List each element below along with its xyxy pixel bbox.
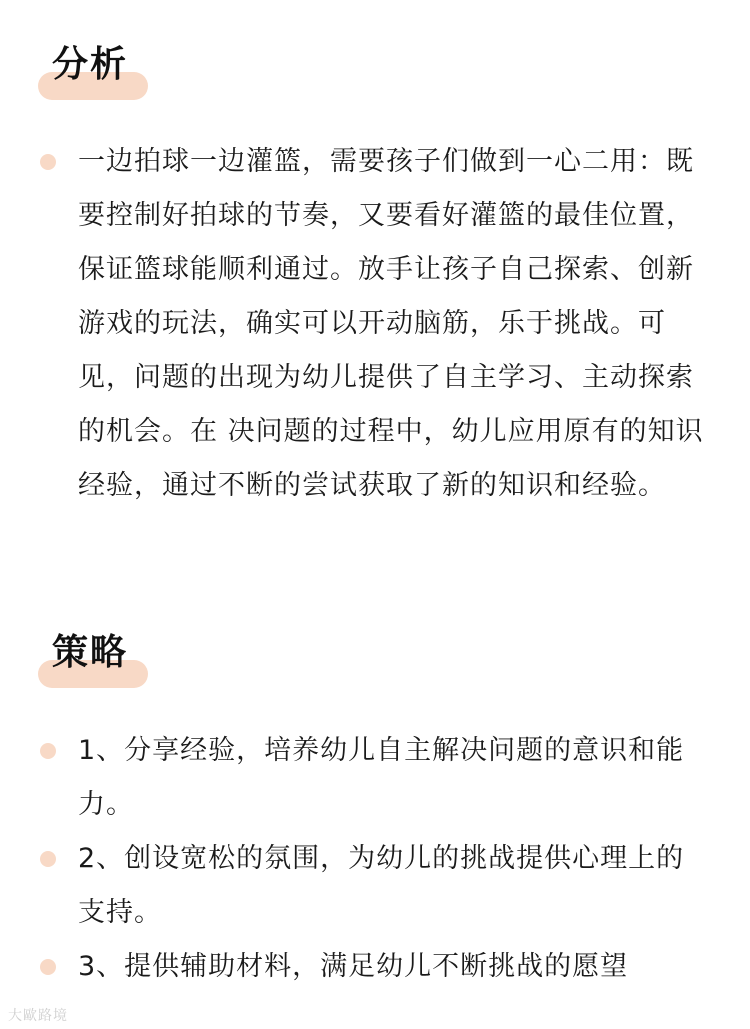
strategy-item-text: 2、创设宽松的氛围，为幼儿的挑战提供心理上的支持。 bbox=[78, 843, 685, 928]
section-heading: 分析 bbox=[52, 44, 129, 85]
bullet-dot-icon bbox=[40, 959, 56, 975]
strategy-item-text: 3、提供辅助材料，满足幼儿不断挑战的愿望 bbox=[78, 951, 629, 982]
analysis-text: 一边拍球一边灌篮，需要孩子们做到一心二用：既要控制好拍球的节奏，又要看好灌篮的最佳位置，保证篮球能顺利通过。放手让孩子自己探索、创新游戏的玩法，确实可以开动脑筋，乐于挑战。可见，问题的出现为幼儿提供了自主学习、主动探索的机会。在 决问题的过程中，幼儿应用原有的知识经验，通过不断的尝试获取了新的知识和经验。 bbox=[78, 146, 704, 501]
bullet-dot-icon bbox=[40, 154, 56, 170]
bullet-dot-icon bbox=[40, 851, 56, 867]
bullet-dot-icon bbox=[40, 743, 56, 759]
section-heading: 策略 bbox=[52, 632, 129, 673]
strategy-item-text: 1、分享经验，培养幼儿自主解决问题的意识和能力。 bbox=[78, 735, 685, 820]
watermark: 大歐路境 bbox=[8, 1008, 68, 1024]
section-title-analysis bbox=[38, 40, 129, 100]
section-title-strategy bbox=[38, 628, 129, 688]
